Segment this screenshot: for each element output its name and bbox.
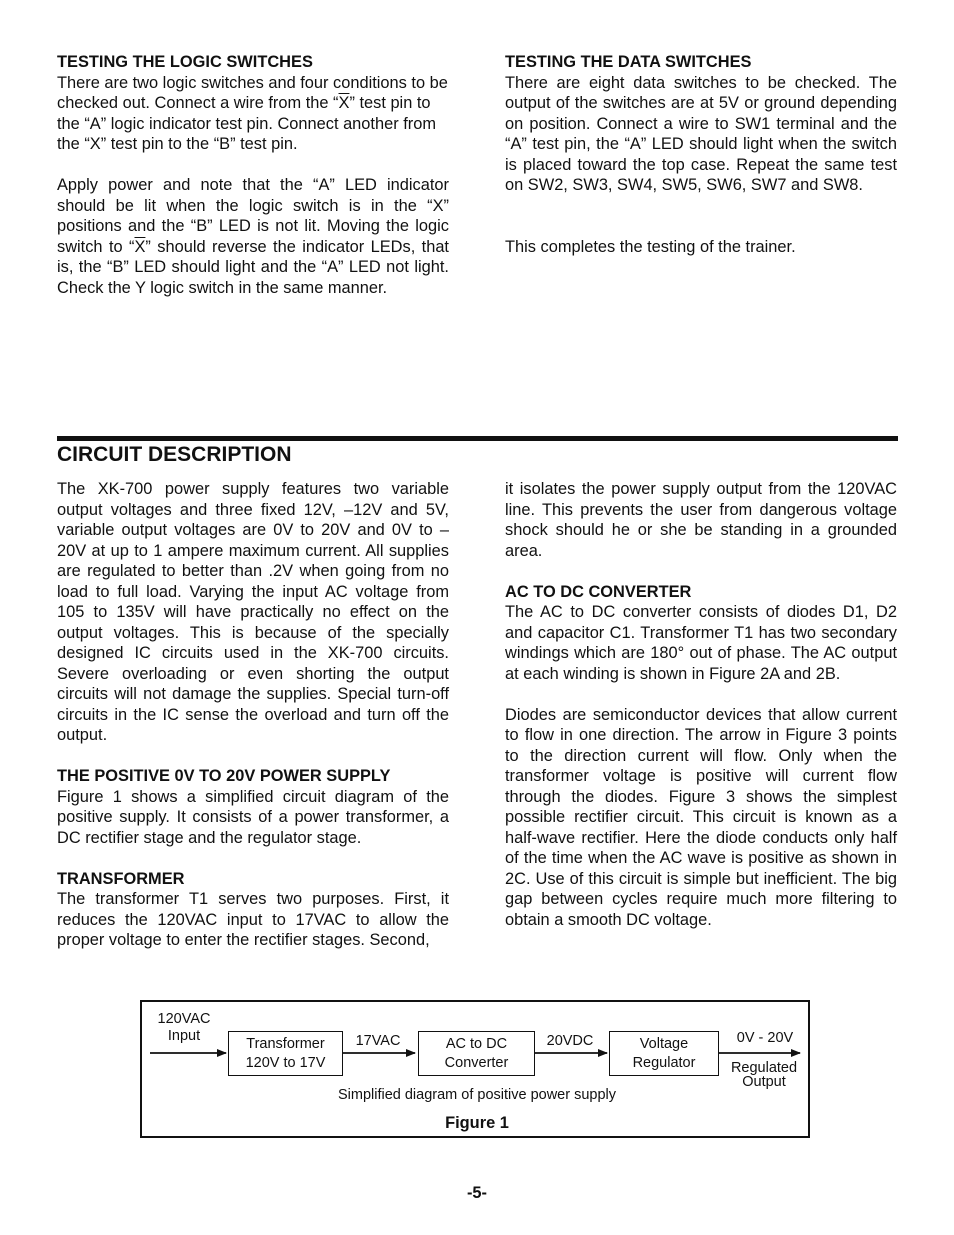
voltage-regulator-box: Voltage Regulator — [609, 1031, 719, 1076]
data-switches-paragraph: There are eight data switches to be checked. The output of the switches are at 5V or ground depending on position. Connect a wire to SW1 terminal and the “A” test pin, the “A” LED should light when the switch is placed toward the top case. Repeat the same test on SW2, SW3, SW4, SW5, SW6, SW7 and SW8. — [505, 73, 897, 194]
output-voltage-label: 0V - 20V — [736, 1030, 794, 1046]
figure-caption: Simplified diagram of positive power supply — [337, 1087, 617, 1103]
output-label: Regulated Output — [730, 1060, 798, 1090]
testing-complete-paragraph: This completes the testing of the trainer. — [505, 237, 796, 256]
heading-positive-supply: THE POSITIVE 0V TO 20V POWER SUPPLY — [57, 767, 391, 785]
transformer-continued-paragraph: it isolates the power supply output from the 120VAC line. This prevents the user from dangerous voltage shock should he or she be standing in a grounded area. — [505, 480, 897, 560]
section-title: CIRCUIT DESCRIPTION — [57, 443, 292, 466]
testing-logic-switches-section — [57, 52, 449, 298]
heading-ac-to-dc: AC TO DC CONVERTER — [505, 582, 692, 601]
section-divider — [57, 436, 898, 441]
diodes-paragraph: Diodes are semiconductor devices that allow current to flow in one direction. The arrow in Figure 3 points to the direction current will flow. Only when the transformer voltage is positive will current flow through the diodes. Figure 3 shows the simplest possible rectifier circuit. This circuit is known as a half-wave rectifier. Here the diode conducts only half of the time when the AC wave is positive as shown in 2C. Use of this circuit is simple but inefficient. The big gap between cycles require much more filtering to obtain a smooth DC voltage. — [505, 705, 897, 929]
logic-switches-paragraph-1: There are two logic switches and four conditions to be checked out. Connect a wire from the “$\overline{X}$” test pin to the “A” logic indicator test pin. Connect another from the “X” test pin to the “B” test pin. — [57, 73, 448, 153]
circuit-description-left-column — [57, 479, 449, 951]
heading-data-switches: TESTING THE DATA SWITCHES — [505, 53, 752, 71]
heading-transformer: TRANSFORMER — [57, 869, 185, 888]
x-bar: $\overline{X}$ — [134, 237, 146, 256]
logic-switches-paragraph-2: Apply power and note that the “A” LED indicator should be lit when the logic switch is in the “X” positions and the “B” LED is not lit. Moving the logic switch to “$\overline{X}$” should reverse the indicator LEDs, that is, the “B” LED should light and the “A” LED not light. Check the Y logic switch in the same manner. — [57, 176, 449, 297]
input-label: 120VAC Input — [157, 1011, 211, 1044]
ac-to-dc-converter-box: AC to DC Converter — [418, 1031, 535, 1076]
intro-paragraph: The XK-700 power supply features two variable output voltages and three fixed 12V, –12V and 5V, variable output voltages are 0V to 20V and 0V to –20V at up to 1 ampere maximum current. All supplies are regulated to better than .2V when going from no load to full load. Varying the input AC voltage from 105 to 135V will have practically no effect on the output voltages. This is because of the specially designed IC circuits used in the XK-700 circuits. Severe overloading or even shorting the output circuits will not damage the supplies. Special turn-off circuits in the IC sense the overload and turn off the output. — [57, 480, 449, 744]
figure-1-block-diagram — [140, 1000, 810, 1138]
ac-to-dc-paragraph: The AC to DC converter consists of diodes D1, D2 and capacitor C1. Transformer T1 has two secondary windings which are 180° out of phase. The AC output at each winding is shown in Figure 2A and 2B. — [505, 603, 897, 683]
signal-20vdc-label: 20VDC — [546, 1033, 594, 1049]
positive-supply-paragraph: Figure 1 shows a simplified circuit diagram of the positive supply. It consists of a power transformer, a DC rectifier stage and the regulator stage. — [57, 787, 449, 847]
x-bar: $\overline{X}$ — [338, 94, 350, 112]
heading-logic-switches: TESTING THE LOGIC SWITCHES — [57, 53, 313, 71]
transformer-box: Transformer 120V to 17V — [228, 1031, 343, 1076]
figure-label: Figure 1 — [445, 1114, 509, 1132]
transformer-paragraph: The transformer T1 serves two purposes. First, it reduces the 120VAC input to 17VAC to allow the proper voltage to enter the rectifier stages. Second, — [57, 890, 449, 949]
circuit-description-right-column — [505, 479, 897, 930]
page-number: -5- — [466, 1184, 488, 1202]
testing-data-switches-section — [505, 52, 897, 257]
signal-17vac-label: 17VAC — [355, 1033, 401, 1049]
